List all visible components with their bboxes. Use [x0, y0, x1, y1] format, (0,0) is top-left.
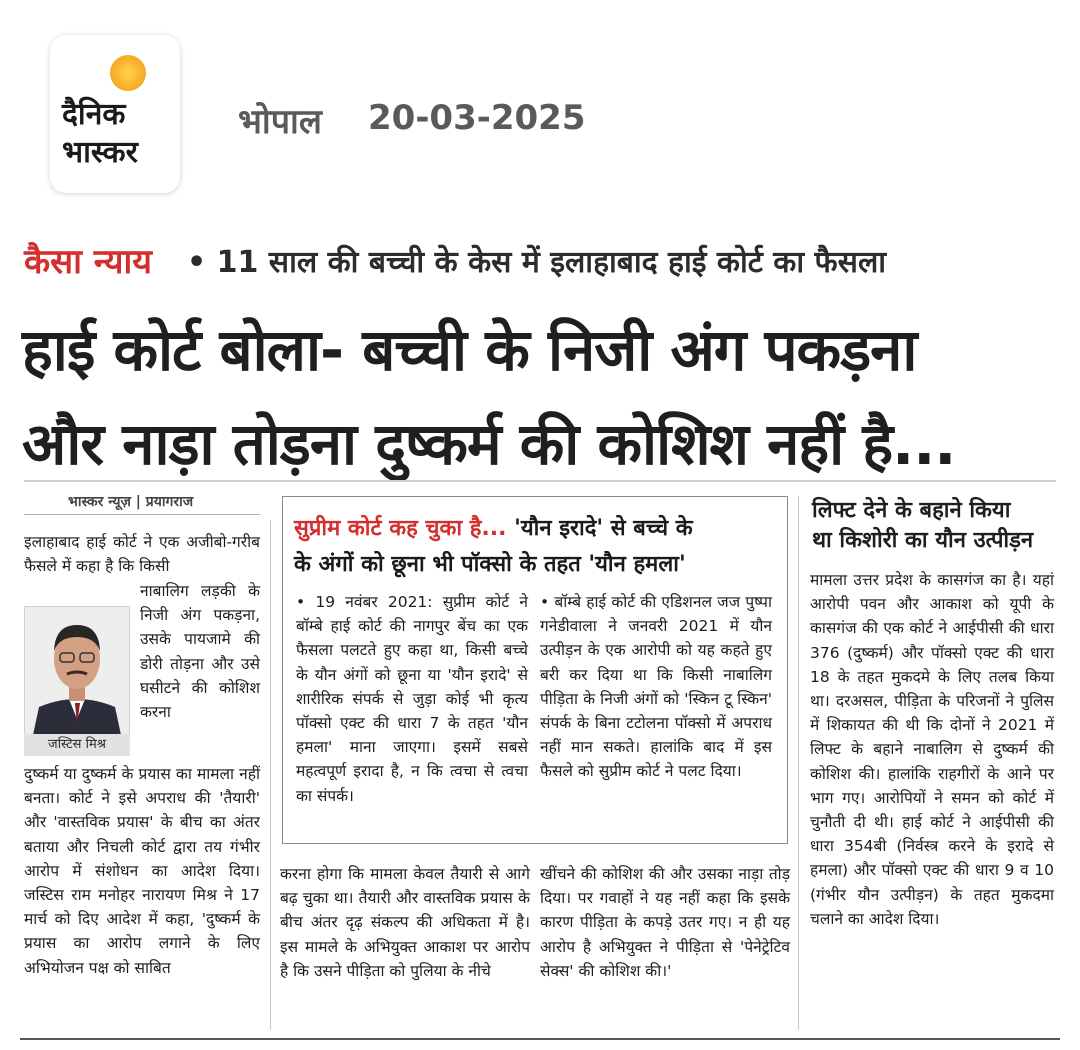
edition-city: भोपाल	[238, 102, 322, 142]
box-column1: • 19 नवंबर 2021: सुप्रीम कोर्ट ने बॉम्बे हाई कोर्ट की नागपुर बेंच का एक फैसला पलटते हुए कहा था, किसी बच्चे के यौन अंगों को छूना या 'यौन इरादे' से शारीरिक संपर्क से जुड़ा कोई भी कृत्य पॉक्सो एक्ट की धारा 7 के तहत 'यौन हमला' माना जाएगा। इसमें सबसे महत्वपूर्ण इरादा है, न कि त्वचा से त्वचा का संपर्क।	[296, 593, 528, 805]
box-title-line2: के अंगों को छूना भी पॉक्सो के तहत 'यौन हमला'	[294, 552, 686, 577]
article-middle-col2: खींचने की कोशिश की और उसका नाड़ा तोड़ दिया। पर गवाहों ने यह नहीं कहा कि इसके कारण पीड़िता के कपड़े उतर गए। न ही यह आरोप है अभियुक्त ने पीड़िता से 'पेनेट्रेटिव सेक्स' की कोशिश की।'	[540, 865, 790, 980]
logo-text-line2: भास्कर	[62, 135, 138, 170]
sun-icon	[110, 55, 146, 91]
article-col1-wrap: नाबालिग लड़की के निजी अंग पकड़ना, उसके पायजामे की डोरी तोड़ना और उसे घसीटने की कोशिश करना	[140, 582, 260, 722]
article-middle-col1: करना होगा कि मामला केवल तैयारी से आगे बढ़ चुका था। तैयारी और वास्तविक प्रयास के बीच अंतर दृढ़ संकल्प की अधिकता में है। इस मामले के अभियुक्त आकाश पर आरोप है कि उसने पीड़िता को पुलिया के नीचे	[280, 865, 530, 980]
headline-divider	[24, 480, 1056, 482]
box-title-red: सुप्रीम कोर्ट कह चुका है...	[294, 516, 507, 541]
byline: भास्कर न्यूज़ | प्रयागराज	[68, 494, 194, 510]
column-divider	[798, 496, 799, 1030]
edition-date: 20-03-2025	[368, 98, 586, 138]
box-title-rest: 'यौन इरादे' से बच्चे के	[506, 516, 693, 541]
person-portrait-icon	[25, 607, 129, 735]
page-bottom-rule	[20, 1038, 1060, 1040]
right-heading-line2: था किशोरी का यौन उत्पीड़न	[812, 528, 1034, 553]
kicker-label: कैसा न्याय	[24, 242, 153, 282]
headline-line2: और नाड़ा तोड़ना दुष्कर्म की कोशिश नहीं है...	[22, 410, 956, 478]
kicker-text: • 11 साल की बच्ची के केस में इलाहाबाद हाई कोर्ट का फैसला	[187, 245, 887, 280]
right-column-heading	[812, 496, 1033, 556]
justice-photo	[24, 606, 130, 736]
headline-line1: हाई कोर्ट बोला- बच्ची के निजी अंग पकड़ना	[22, 316, 917, 384]
column-divider	[270, 520, 271, 1030]
article-col1-bottom: दुष्कर्म या दुष्कर्म के प्रयास का मामला नहीं बनता। कोर्ट ने इसे अपराध की 'तैयारी' और 'वास्तविक प्रयास' के बीच का अंतर बताया और निचली कोर्ट द्वारा तय गंभीर आरोप में संशोधन का आदेश दिया। जस्टिस राम मनोहर नारायण मिश्र ने 17 मार्च को दिए आदेश में कहा, 'दुष्कर्म के प्रयास का आरोप लगाने के लिए अभियोजन पक्ष को साबित	[24, 765, 260, 977]
logo-text-line1: दैनिक	[62, 97, 126, 132]
right-heading-line1: लिफ्ट देने के बहाने किया	[812, 498, 1011, 523]
photo-caption: जस्टिस मिश्र	[24, 734, 130, 756]
box-column2: • बॉम्बे हाई कोर्ट की एडिशनल जज पुष्पा गनेडीवाला ने जनवरी 2021 में यौन उत्पीड़न के एक आरोपी को यह कहते हुए बरी कर दिया था कि किसी नाबालिग पीड़िता के निजी अंगों को 'स्किन टू स्किन' संपर्क के बिना टटोलना पॉक्सो में अपराध नहीं मान सकते। हालांकि बाद में इस फैसले को सुप्रीम कोर्ट ने पलट दिया।	[540, 593, 772, 781]
box-title-line1	[294, 512, 693, 542]
article-col1-top: इलाहाबाद हाई कोर्ट ने एक अजीबो-गरीब फैसले में कहा है कि किसी	[24, 533, 260, 576]
byline-divider	[24, 514, 260, 515]
right-column-body: मामला उत्तर प्रदेश के कासगंज का है। यहां आरोपी पवन और आकाश को यूपी के कासगंज की एक कोर्ट ने आईपीसी की धारा 376 (दुष्कर्म) और पॉक्सो एक्ट की धारा 18 के तहत मुकदमे के लिए तलब किया था। दरअसल, पीड़िता के परिजनों ने पुलिस में शिकायत की थी कि दोनों ने 2021 में लिफ्ट के बहाने नाबालिग से दुष्कर्म की कोशिश की। हालांकि राहगीरों के आने पर भाग गए। आरोपियों ने समन को कोर्ट में चुनौती दी थी। हाई कोर्ट ने आईपीसी की धारा 354बी (निर्वस्त्र करने के इरादे से हमला) और पॉक्सो एक्ट की धारा 9 व 10 (गंभीर यौन उत्पीड़न) के तहत मुकदमा चलाने का आदेश दिया।	[810, 571, 1054, 928]
